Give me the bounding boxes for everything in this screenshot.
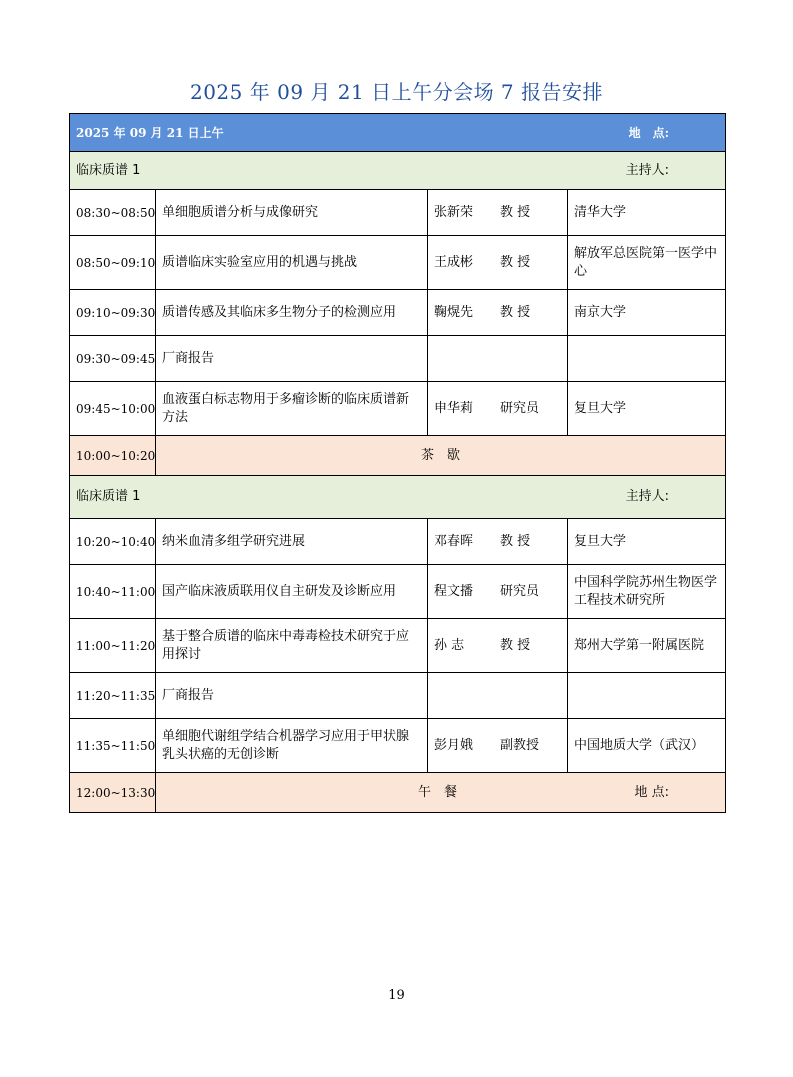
talk-org: 复旦大学 [568, 382, 726, 436]
talk-speaker [428, 290, 568, 336]
session-host-label: 主持人: [625, 489, 669, 504]
talk-speaker [428, 236, 568, 290]
talk-speaker [428, 565, 568, 619]
table-row [70, 336, 726, 382]
talk-org [568, 673, 726, 719]
speaker-name: 申华莉 [434, 400, 474, 416]
table-header-row [70, 114, 726, 152]
talk-speaker [428, 673, 568, 719]
page-number: 19 [388, 988, 405, 1003]
speaker-role: 教 授 [500, 254, 531, 270]
session-row [70, 476, 726, 519]
talk-org: 南京大学 [568, 290, 726, 336]
talk-time: 10:40~11:00 [70, 565, 156, 619]
talk-time: 09:45~10:00 [70, 382, 156, 436]
speaker-role: 副教授 [500, 737, 540, 753]
tea-break-time: 10:00~10:20 [70, 436, 156, 476]
session-host-label: 主持人: [625, 162, 669, 178]
talk-time: 09:30~09:45 [70, 336, 156, 382]
lunch-location-label: 地 点: [634, 784, 669, 800]
talk-time: 08:30~08:50 [70, 190, 156, 236]
speaker-role: 研究员 [500, 583, 540, 599]
talk-topic: 厂商报告 [156, 336, 428, 382]
talk-org: 中国地质大学（武汉） [568, 719, 726, 773]
tea-break-row [70, 436, 726, 476]
talk-speaker [428, 336, 568, 382]
speaker-role: 教 授 [500, 204, 531, 220]
talk-time: 11:35~11:50 [70, 719, 156, 773]
talk-org [568, 336, 726, 382]
talk-time: 11:00~11:20 [70, 619, 156, 673]
table-row [70, 565, 726, 619]
speaker-role: 教 授 [500, 533, 531, 549]
talk-topic: 质谱传感及其临床多生物分子的检测应用 [156, 290, 428, 336]
speaker-name: 邓春晖 [434, 533, 474, 549]
talk-org: 解放军总医院第一医学中心 [568, 236, 726, 290]
talk-topic: 质谱临床实验室应用的机遇与挑战 [156, 236, 428, 290]
table-row [70, 236, 726, 290]
lunch-cell [156, 773, 726, 813]
talk-org: 清华大学 [568, 190, 726, 236]
schedule-table [69, 113, 726, 813]
talk-topic: 单细胞质谱分析与成像研究 [156, 190, 428, 236]
speaker-name: 孙 志 [434, 637, 465, 653]
table-row [70, 290, 726, 336]
talk-time: 08:50~09:10 [70, 236, 156, 290]
table-row [70, 519, 726, 565]
talk-topic: 纳米血清多组学研究进展 [156, 519, 428, 565]
talk-org: 复旦大学 [568, 519, 726, 565]
table-row [70, 382, 726, 436]
speaker-role: 教 授 [500, 637, 531, 653]
talk-speaker [428, 619, 568, 673]
talk-time: 11:20~11:35 [70, 673, 156, 719]
speaker-role: 教 授 [500, 304, 531, 320]
session-row [70, 152, 726, 190]
speaker-name: 王成彬 [434, 254, 474, 270]
lunch-row [70, 773, 726, 813]
talk-speaker [428, 190, 568, 236]
lunch-label: 午 餐 [418, 784, 458, 800]
talk-topic: 厂商报告 [156, 673, 428, 719]
talk-speaker [428, 382, 568, 436]
speaker-name: 彭月娥 [434, 737, 474, 753]
session-name: 临床质谱 1 [76, 162, 141, 178]
lunch-time: 12:00~13:30 [70, 773, 156, 813]
table-row [70, 619, 726, 673]
talk-topic: 血液蛋白标志物用于多瘤诊断的临床质谱新方法 [156, 382, 428, 436]
talk-topic: 国产临床液质联用仪自主研发及诊断应用 [156, 565, 428, 619]
talk-time: 10:20~10:40 [70, 519, 156, 565]
talk-speaker [428, 519, 568, 565]
header-date: 2025 年 09 月 21 日上午 [76, 125, 224, 140]
speaker-role: 研究员 [500, 400, 540, 416]
header-location-label: 地 点: [628, 125, 669, 140]
page-title: 2025 年 09 月 21 日上午分会场 7 报告安排 [189, 80, 604, 104]
table-row [70, 190, 726, 236]
talk-topic: 单细胞代谢组学结合机器学习应用于甲状腺乳头状癌的无创诊断 [156, 719, 428, 773]
table-row [70, 719, 726, 773]
table-row [70, 673, 726, 719]
speaker-name: 程文播 [434, 583, 474, 599]
talk-speaker [428, 719, 568, 773]
speaker-name: 鞠熀先 [434, 304, 474, 320]
talk-topic: 基于整合质谱的临床中毒毒检技术研究于应用探讨 [156, 619, 428, 673]
talk-time: 09:10~09:30 [70, 290, 156, 336]
tea-break-label: 茶 歇 [156, 436, 726, 476]
talk-org: 中国科学院苏州生物医学工程技术研究所 [568, 565, 726, 619]
speaker-name: 张新荣 [434, 204, 474, 220]
talk-org: 郑州大学第一附属医院 [568, 619, 726, 673]
session-name: 临床质谱 1 [76, 489, 141, 504]
